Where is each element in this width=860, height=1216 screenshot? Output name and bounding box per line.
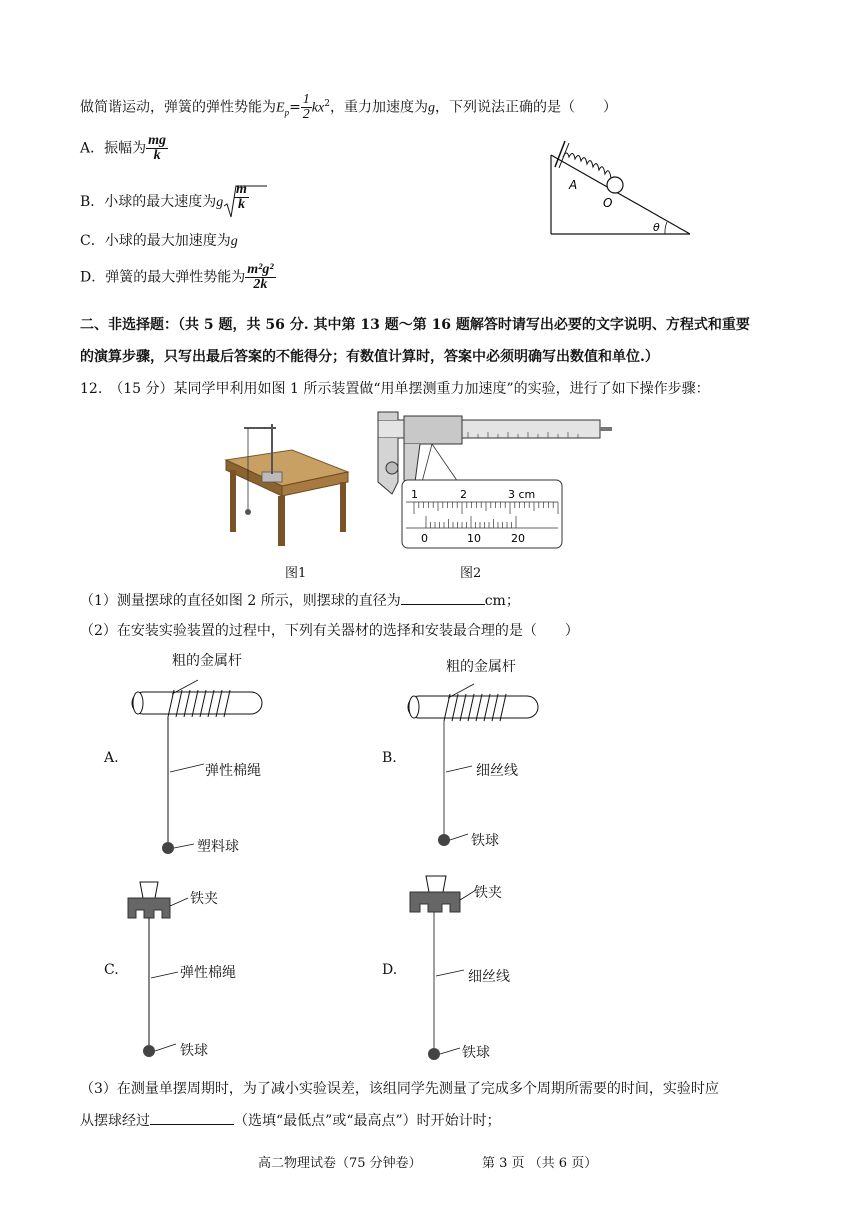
ep-symbol: E bbox=[276, 100, 285, 116]
option-label: B．小球的最大速度为 bbox=[80, 194, 217, 210]
frac-den: 2k bbox=[253, 277, 268, 292]
option-label: D．弹簧的最大弹性势能为 bbox=[80, 269, 246, 286]
q11-stem bbox=[80, 93, 617, 122]
ep-subscript: p bbox=[284, 107, 290, 118]
vernier-caliper-figure bbox=[368, 402, 618, 552]
q11-stem-post: ，下列说法正确的是（ ） bbox=[434, 99, 617, 116]
option-label: A．振幅为 bbox=[80, 140, 147, 157]
main-scale-label: 2 bbox=[460, 488, 467, 501]
q11-option-c bbox=[80, 230, 238, 250]
option-b-string-label: 细丝线 bbox=[476, 763, 518, 779]
vernier-scale-label: 10 bbox=[467, 532, 481, 545]
kx-term: kx bbox=[311, 100, 325, 116]
figure1-caption: 图1 bbox=[285, 566, 307, 581]
q11-stem-text: 做简谐运动，弹簧的弹性势能为 bbox=[80, 99, 276, 116]
frac-num: mg bbox=[148, 133, 167, 148]
sub1-unit: cm； bbox=[484, 593, 520, 609]
section2-line1: 二、非选择题：（共 5 题，共 56 分. 其中第 13 题～第 16 题解答时请写出必要的文字说明、方程式和重要 bbox=[80, 317, 750, 333]
option-a-diagram bbox=[128, 672, 268, 862]
option-b-g: g bbox=[216, 195, 224, 210]
option-label: C．小球的最大加速度为 bbox=[80, 233, 231, 249]
option-a-fraction bbox=[146, 134, 168, 163]
frac-den: 2 bbox=[302, 107, 310, 122]
q12-stem: 12. （15 分）某同学甲利用如图 1 所示装置做“用单摆测重力加速度”的实验，进行了如下操作步骤： bbox=[80, 381, 710, 397]
frac-den: k bbox=[237, 197, 245, 212]
option-a-top-label: 粗的金属杆 bbox=[172, 653, 242, 669]
q11-option-a bbox=[80, 134, 168, 163]
figure2-caption: 图2 bbox=[460, 566, 482, 581]
option-b-top-label: 粗的金属杆 bbox=[446, 659, 516, 675]
incline-spring-figure bbox=[545, 135, 695, 240]
sub3-text: 从摆球经过 bbox=[80, 1113, 150, 1129]
vernier-scale-label: 0 bbox=[421, 532, 428, 545]
option-b-ball-label: 铁球 bbox=[471, 833, 499, 849]
option-b-fraction bbox=[234, 183, 249, 212]
option-c-top-label: 铁夹 bbox=[190, 891, 218, 907]
option-c-diagram bbox=[124, 878, 204, 1063]
g-symbol: g bbox=[427, 100, 435, 116]
q12-sub1 bbox=[80, 590, 520, 610]
sub1-text: （1）测量摆球的直径如图 2 所示，则摆球的直径为 bbox=[80, 593, 401, 609]
q11-stem-mid: ，重力加速度为 bbox=[329, 99, 428, 116]
option-a-string-label: 弹性棉绳 bbox=[205, 763, 261, 779]
frac-num: 1 bbox=[302, 92, 310, 107]
option-b-letter: B. bbox=[382, 750, 397, 766]
option-d-string-label: 细丝线 bbox=[468, 969, 510, 985]
vernier-scale-label: 20 bbox=[511, 532, 525, 545]
option-c-string-label: 弹性棉绳 bbox=[180, 965, 236, 981]
frac-num: m²g² bbox=[247, 262, 274, 277]
diameter-answer-blank[interactable] bbox=[401, 590, 485, 605]
q12-sub3-line1: （3）在测量单摆周期时，为了减小实验误差，该组同学先测量了完成多个周期所需要的时间，实验时应 bbox=[80, 1081, 719, 1097]
option-d-top-label: 铁夹 bbox=[474, 885, 502, 901]
theta-label: θ bbox=[653, 221, 660, 234]
option-b-diagram bbox=[404, 676, 544, 856]
main-scale-label: 1 bbox=[411, 488, 418, 501]
option-d-fraction bbox=[245, 263, 275, 292]
footer-title: 高二物理试卷（75 分钟卷） bbox=[258, 1156, 422, 1171]
option-a-ball-label: 塑料球 bbox=[197, 839, 239, 855]
q11-option-b bbox=[80, 184, 269, 220]
q11-option-d bbox=[80, 263, 276, 292]
equals-sign: = bbox=[289, 99, 301, 116]
option-d-diagram bbox=[406, 872, 486, 1064]
q12-sub3-line2 bbox=[80, 1110, 501, 1130]
option-d-letter: D. bbox=[382, 962, 398, 978]
half-fraction bbox=[301, 93, 312, 122]
option-c-ball-label: 铁球 bbox=[180, 1043, 208, 1059]
option-a-letter: A. bbox=[104, 750, 119, 766]
point-a-label: A bbox=[569, 178, 578, 192]
q12-sub2: （2）在安装实验装置的过程中，下列有关器材的选择和安装最合理的是（ ） bbox=[80, 623, 579, 639]
footer-page: 第 3 页 （共 6 页） bbox=[482, 1156, 598, 1171]
sub3-text-post: （选填“最低点”或“最高点”）时开始计时； bbox=[234, 1113, 501, 1129]
option-c-letter: C. bbox=[104, 962, 119, 978]
point-o-label: O bbox=[603, 196, 613, 210]
pendulum-table-figure bbox=[222, 410, 352, 550]
option-c-g: g bbox=[230, 234, 238, 249]
option-d-ball-label: 铁球 bbox=[462, 1045, 490, 1061]
kx-power: 2 bbox=[324, 98, 330, 109]
frac-num: m bbox=[236, 182, 247, 197]
timing-answer-blank[interactable] bbox=[150, 1110, 234, 1125]
section2-line2: 的演算步骤，只写出最后答案的不能得分；有数值计算时，答案中必须明确写出数值和单位.） bbox=[80, 349, 659, 365]
frac-den: k bbox=[153, 148, 161, 163]
main-scale-label: 3 cm bbox=[508, 488, 536, 501]
